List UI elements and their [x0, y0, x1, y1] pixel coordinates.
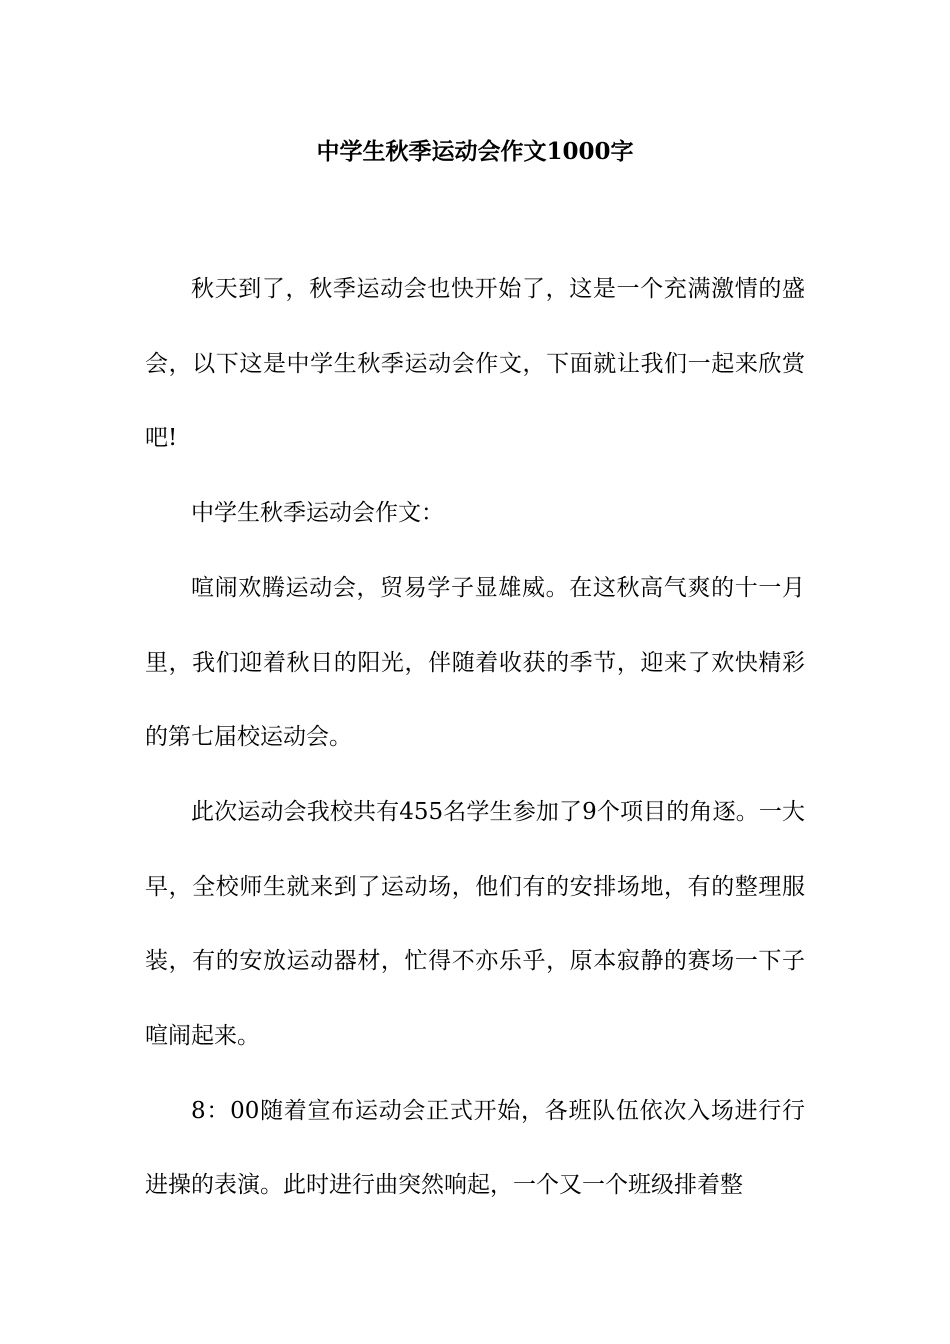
paragraph: 秋天到了，秋季运动会也快开始了，这是一个充满激情的盛会，以下这是中学生秋季运动会作文，下面就让我们一起来欣赏吧!	[145, 276, 805, 452]
document-title: 中学生秋季运动会作文1000字	[316, 138, 634, 165]
paragraph: 喧闹欢腾运动会，贸易学子显雄威。在这秋高气爽的十一月里，我们迎着秋日的阳光，伴随着收获的季节，迎来了欢快精彩的第七届校运动会。	[145, 574, 805, 751]
paragraph: 中学生秋季运动会作文：	[191, 500, 444, 527]
document-body	[145, 252, 805, 1223]
paragraph: 此次运动会我校共有455名学生参加了9个项目的角逐。一大早，全校师生就来到了运动场，他们有的安排场地，有的整理服装，有的安放运动器材，忙得不亦乐乎，原本寂静的赛场一下子喧闹起来。	[145, 798, 805, 1050]
paragraph: 8：00随着宣布运动会正式开始，各班队伍依次入场进行行进操的表演。此时进行曲突然响起，一个又一个班级排着整	[145, 1097, 805, 1199]
